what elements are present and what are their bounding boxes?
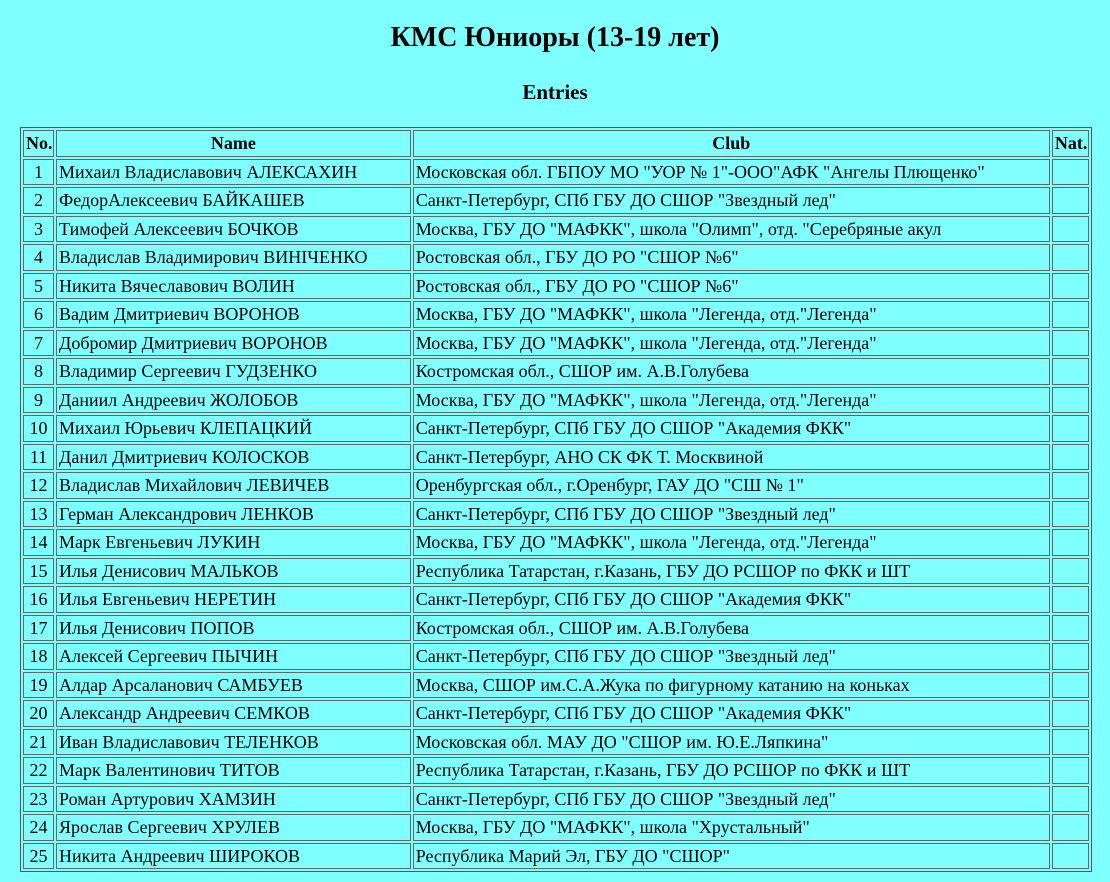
- table-row: [23, 301, 1089, 328]
- table-row: [23, 729, 1089, 756]
- table-row: [23, 415, 1089, 442]
- cell-nat: [1052, 700, 1089, 727]
- cell-club: Москва, ГБУ ДО "МАФКК", школа "Легенда, отд."Легенда": [413, 529, 1050, 556]
- cell-club: Костромская обл., СШОР им. А.В.Голубева: [413, 615, 1050, 642]
- cell-name: Роман Артурович ХАМЗИН: [56, 786, 411, 813]
- entries-table-head: [23, 130, 1089, 157]
- cell-no: 11: [23, 444, 54, 471]
- cell-nat: [1052, 415, 1089, 442]
- cell-no: 15: [23, 558, 54, 585]
- cell-no: 10: [23, 415, 54, 442]
- table-row: [23, 672, 1089, 699]
- cell-no: 8: [23, 358, 54, 385]
- cell-no: 4: [23, 244, 54, 271]
- cell-nat: [1052, 301, 1089, 328]
- cell-club: Санкт-Петербург, СПб ГБУ ДО СШОР "Звездный лед": [413, 786, 1050, 813]
- table-row: [23, 273, 1089, 300]
- cell-nat: [1052, 501, 1089, 528]
- cell-name: Тимофей Алексеевич БОЧКОВ: [56, 216, 411, 243]
- cell-club: Ростовская обл., ГБУ ДО РО "СШОР №6": [413, 273, 1050, 300]
- cell-name: ФедорАлексеевич БАЙКАШЕВ: [56, 187, 411, 214]
- cell-nat: [1052, 387, 1089, 414]
- cell-nat: [1052, 615, 1089, 642]
- cell-name: Марк Евгеньевич ЛУКИН: [56, 529, 411, 556]
- cell-no: 17: [23, 615, 54, 642]
- cell-nat: [1052, 216, 1089, 243]
- cell-name: Илья Денисович ПОПОВ: [56, 615, 411, 642]
- cell-no: 5: [23, 273, 54, 300]
- cell-nat: [1052, 358, 1089, 385]
- cell-nat: [1052, 244, 1089, 271]
- cell-nat: [1052, 273, 1089, 300]
- cell-club: Республика Марий Эл, ГБУ ДО "СШОР": [413, 843, 1050, 870]
- cell-club: Республика Татарстан, г.Казань, ГБУ ДО РСШОР по ФКК и ШТ: [413, 558, 1050, 585]
- table-row: [23, 843, 1089, 870]
- cell-name: Ярослав Сергеевич ХРУЛЕВ: [56, 814, 411, 841]
- table-row: [23, 358, 1089, 385]
- cell-club: Санкт-Петербург, СПб ГБУ ДО СШОР "Академия ФКК": [413, 415, 1050, 442]
- table-row: [23, 558, 1089, 585]
- table-row: [23, 501, 1089, 528]
- cell-name: Иван Владиславович ТЕЛЕНКОВ: [56, 729, 411, 756]
- cell-no: 24: [23, 814, 54, 841]
- cell-no: 20: [23, 700, 54, 727]
- cell-name: Никита Андреевич ШИРОКОВ: [56, 843, 411, 870]
- table-row: [23, 444, 1089, 471]
- cell-name: Герман Александрович ЛЕНКОВ: [56, 501, 411, 528]
- header-nat: Nat.: [1052, 130, 1089, 157]
- cell-club: Санкт-Петербург, СПб ГБУ ДО СШОР "Академия ФКК": [413, 700, 1050, 727]
- cell-nat: [1052, 444, 1089, 471]
- header-row: [23, 130, 1089, 157]
- cell-nat: [1052, 786, 1089, 813]
- cell-club: Москва, ГБУ ДО "МАФКК", школа "Олимп", отд. "Серебряные акул: [413, 216, 1050, 243]
- table-row: [23, 615, 1089, 642]
- cell-club: Москва, СШОР им.С.А.Жука по фигурному катанию на коньках: [413, 672, 1050, 699]
- cell-club: Москва, ГБУ ДО "МАФКК", школа "Легенда, отд."Легенда": [413, 387, 1050, 414]
- table-row: [23, 586, 1089, 613]
- cell-nat: [1052, 643, 1089, 670]
- cell-name: Александр Андреевич СЕМКОВ: [56, 700, 411, 727]
- table-row: [23, 387, 1089, 414]
- cell-no: 14: [23, 529, 54, 556]
- table-row: [23, 700, 1089, 727]
- table-row: [23, 330, 1089, 357]
- cell-nat: [1052, 672, 1089, 699]
- cell-club: Санкт-Петербург, СПб ГБУ ДО СШОР "Академия ФКК": [413, 586, 1050, 613]
- cell-club: Москва, ГБУ ДО "МАФКК", школа "Легенда, отд."Легенда": [413, 330, 1050, 357]
- table-row: [23, 529, 1089, 556]
- cell-no: 19: [23, 672, 54, 699]
- cell-name: Михаил Юрьевич КЛЕПАЦКИЙ: [56, 415, 411, 442]
- cell-name: Владислав Михайлович ЛЕВИЧЕВ: [56, 472, 411, 499]
- cell-nat: [1052, 814, 1089, 841]
- cell-no: 1: [23, 159, 54, 186]
- cell-nat: [1052, 843, 1089, 870]
- cell-name: Михаил Владиславович АЛЕКСАХИН: [56, 159, 411, 186]
- cell-name: Марк Валентинович ТИТОВ: [56, 757, 411, 784]
- cell-name: Илья Евгеньевич НЕРЕТИН: [56, 586, 411, 613]
- header-club: Club: [413, 130, 1050, 157]
- cell-club: Костромская обл., СШОР им. А.В.Голубева: [413, 358, 1050, 385]
- cell-nat: [1052, 729, 1089, 756]
- table-row: [23, 244, 1089, 271]
- table-row: [23, 187, 1089, 214]
- cell-club: Республика Татарстан, г.Казань, ГБУ ДО РСШОР по ФКК и ШТ: [413, 757, 1050, 784]
- cell-name: Добромир Дмитриевич ВОРОНОВ: [56, 330, 411, 357]
- page-subtitle: Entries: [522, 80, 588, 104]
- cell-nat: [1052, 529, 1089, 556]
- table-row: [23, 472, 1089, 499]
- cell-name: Алексей Сергеевич ПЫЧИН: [56, 643, 411, 670]
- cell-nat: [1052, 472, 1089, 499]
- cell-name: Вадим Дмитриевич ВОРОНОВ: [56, 301, 411, 328]
- cell-no: 18: [23, 643, 54, 670]
- cell-club: Санкт-Петербург, СПб ГБУ ДО СШОР "Звездный лед": [413, 187, 1050, 214]
- cell-no: 12: [23, 472, 54, 499]
- cell-name: Даниил Андреевич ЖОЛОБОВ: [56, 387, 411, 414]
- cell-no: 16: [23, 586, 54, 613]
- cell-no: 23: [23, 786, 54, 813]
- entries-table: [20, 127, 1092, 872]
- cell-name: Алдар Арсаланович САМБУЕВ: [56, 672, 411, 699]
- cell-club: Санкт-Петербург, СПб ГБУ ДО СШОР "Звездный лед": [413, 643, 1050, 670]
- cell-club: Санкт-Петербург, АНО СК ФК Т. Москвиной: [413, 444, 1050, 471]
- cell-nat: [1052, 757, 1089, 784]
- page-title: КМС Юниоры (13-19 лет): [390, 22, 720, 53]
- cell-club: Санкт-Петербург, СПб ГБУ ДО СШОР "Звездный лед": [413, 501, 1050, 528]
- cell-no: 13: [23, 501, 54, 528]
- cell-no: 6: [23, 301, 54, 328]
- cell-no: 22: [23, 757, 54, 784]
- cell-name: Илья Денисович МАЛЬКОВ: [56, 558, 411, 585]
- cell-club: Москва, ГБУ ДО "МАФКК", школа "Легенда, отд."Легенда": [413, 301, 1050, 328]
- cell-nat: [1052, 159, 1089, 186]
- entries-table-body: [23, 159, 1089, 870]
- cell-nat: [1052, 558, 1089, 585]
- header-no: No.: [23, 130, 54, 157]
- cell-nat: [1052, 586, 1089, 613]
- table-row: [23, 786, 1089, 813]
- table-row: [23, 643, 1089, 670]
- cell-name: Данил Дмитриевич КОЛОСКОВ: [56, 444, 411, 471]
- cell-nat: [1052, 330, 1089, 357]
- cell-name: Владимир Сергеевич ГУДЗЕНКО: [56, 358, 411, 385]
- cell-club: Московская обл. МАУ ДО "СШОР им. Ю.Е.Ляпкина": [413, 729, 1050, 756]
- cell-no: 7: [23, 330, 54, 357]
- cell-club: Московская обл. ГБПОУ МО "УОР № 1"-ООО"АФК "Ангелы Плющенко": [413, 159, 1050, 186]
- cell-club: Оренбургская обл., г.Оренбург, ГАУ ДО "СШ № 1": [413, 472, 1050, 499]
- table-row: [23, 216, 1089, 243]
- cell-no: 9: [23, 387, 54, 414]
- cell-no: 2: [23, 187, 54, 214]
- cell-club: Ростовская обл., ГБУ ДО РО "СШОР №6": [413, 244, 1050, 271]
- cell-name: Владислав Владимирович ВИНІЧЕНКО: [56, 244, 411, 271]
- table-row: [23, 159, 1089, 186]
- header-name: Name: [56, 130, 411, 157]
- table-row: [23, 814, 1089, 841]
- cell-nat: [1052, 187, 1089, 214]
- cell-name: Никита Вячеславович ВОЛИН: [56, 273, 411, 300]
- cell-no: 25: [23, 843, 54, 870]
- cell-no: 21: [23, 729, 54, 756]
- cell-club: Москва, ГБУ ДО "МАФКК", школа "Хрустальный": [413, 814, 1050, 841]
- table-row: [23, 757, 1089, 784]
- cell-no: 3: [23, 216, 54, 243]
